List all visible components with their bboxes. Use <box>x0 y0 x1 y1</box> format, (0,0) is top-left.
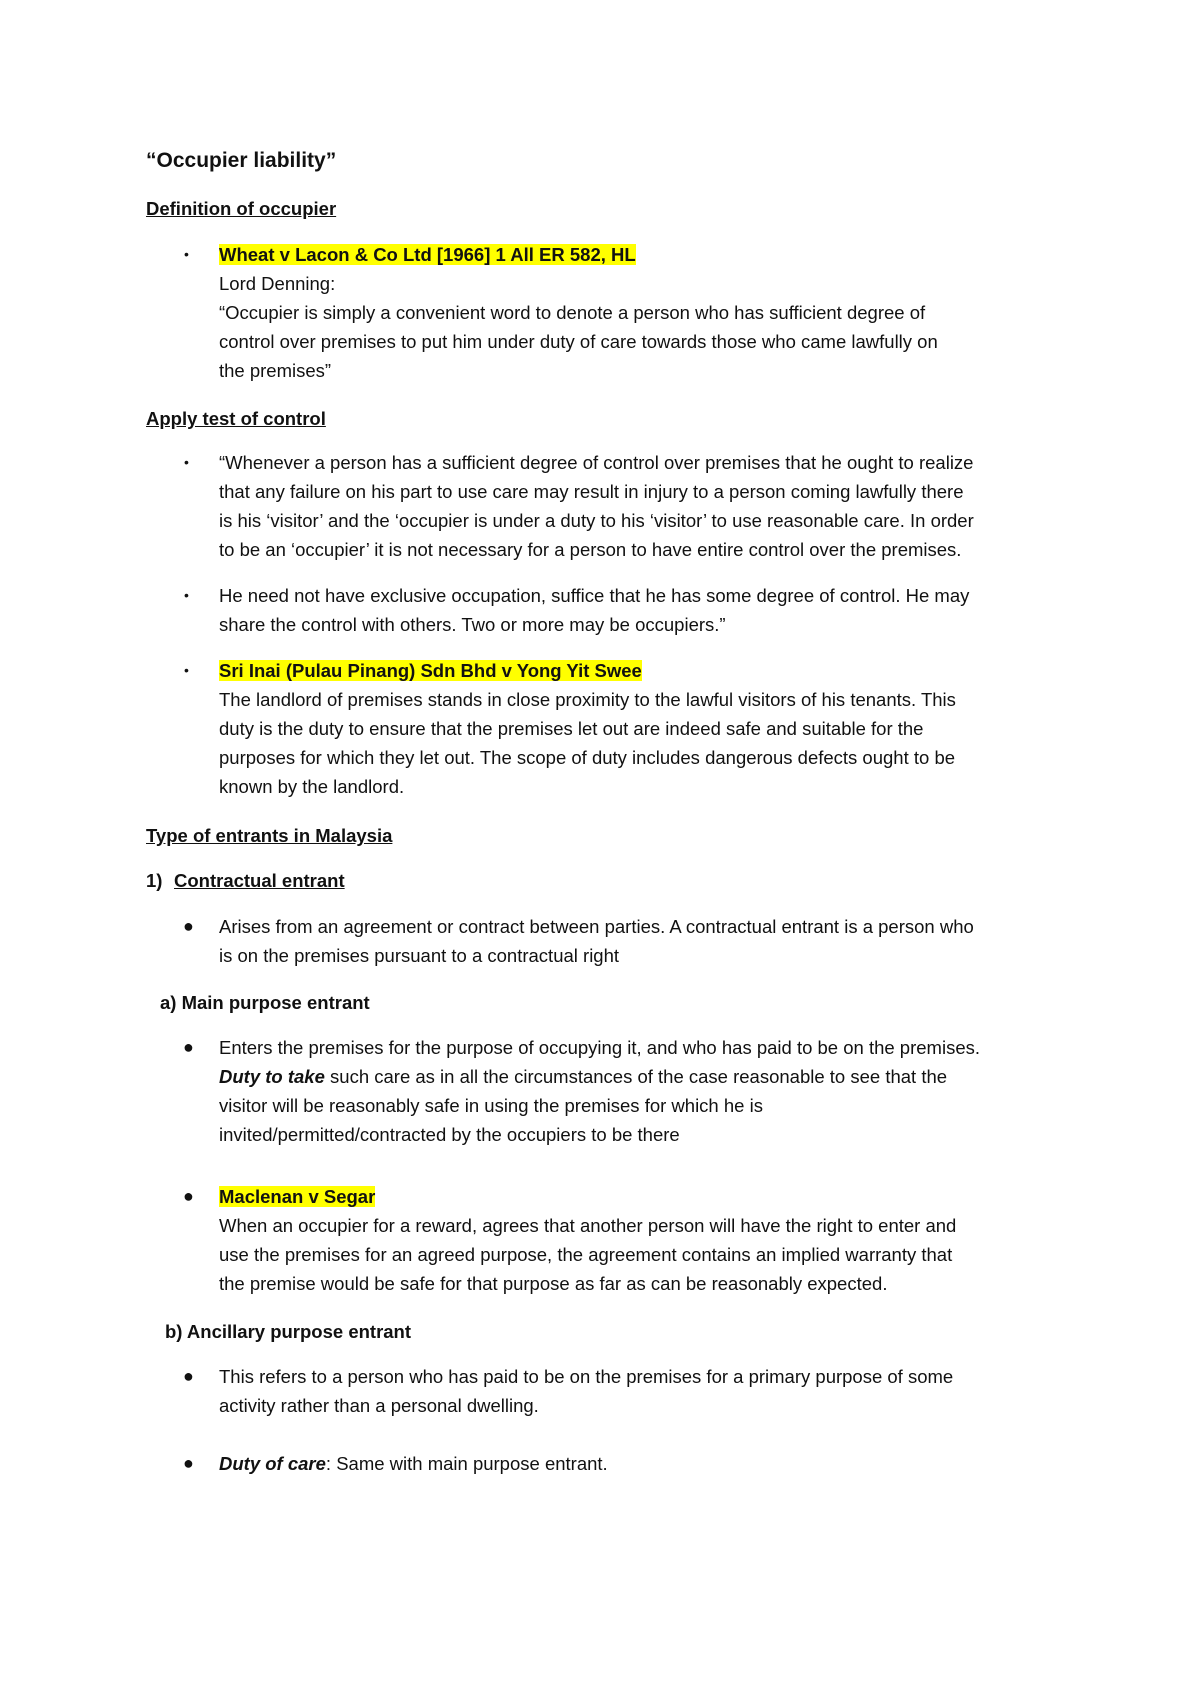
case-text-line: the premises” <box>219 360 332 381</box>
case-text-line: known by the landlord. <box>219 776 405 797</box>
body-line: This refers to a person who has paid to be on the premises for a primary purpose of some <box>219 1366 954 1387</box>
duty-to-take-label: Duty to take <box>219 1066 325 1087</box>
body-line: activity rather than a personal dwelling. <box>219 1395 539 1416</box>
body-line <box>219 1449 608 1478</box>
case-name-sri-inai: Sri Inai (Pulau Pinang) Sdn Bhd v Yong Yit Swee <box>219 660 642 681</box>
heading-apply-test: Apply test of control <box>146 408 326 429</box>
case-text-line: “Occupier is simply a convenient word to denote a person who has sufficient degree of <box>219 302 926 323</box>
bullet-icon: • <box>184 246 189 262</box>
case-name-maclenan: Maclenan v Segar <box>219 1186 376 1207</box>
duty-text: : Same with main purpose entrant. <box>325 1453 608 1474</box>
body-line <box>219 1062 947 1091</box>
bullet-icon: ● <box>183 1186 194 1206</box>
case-text-line: When an occupier for a reward, agrees that another person will have the right to enter and <box>219 1215 957 1236</box>
bullet-icon: ● <box>183 1037 194 1057</box>
heading-contractual-entrant: Contractual entrant <box>174 870 345 891</box>
case-judge: Lord Denning: <box>219 273 336 294</box>
body-line: invited/permitted/contracted by the occupiers to be there <box>219 1124 680 1145</box>
body-line: is on the premises pursuant to a contractual right <box>219 945 620 966</box>
duty-text: such care as in all the circumstances of the case reasonable to see that the <box>324 1066 948 1087</box>
duty-of-care-label: Duty of care <box>219 1453 326 1474</box>
case-text-line: duty is the duty to ensure that the premises let out are indeed safe and suitable for the <box>219 718 924 739</box>
case-text-line: the premise would be safe for that purpose as far as can be reasonably expected. <box>219 1273 888 1294</box>
doc-title: “Occupier liability” <box>146 149 337 172</box>
quote-line: is his ‘visitor’ and the ‘occupier is under a duty to his ‘visitor’ to use reasonable care. In order <box>219 510 974 531</box>
bullet-icon: • <box>184 662 189 678</box>
case-text-line: purposes for which they let out. The scope of duty includes dangerous defects ought to be <box>219 747 956 768</box>
heading-entrant-types: Type of entrants in Malaysia <box>146 825 393 846</box>
heading-main-purpose: a) Main purpose entrant <box>160 992 370 1013</box>
bullet-icon: • <box>184 454 189 470</box>
bullet-icon: • <box>184 587 189 603</box>
body-line: Arises from an agreement or contract between parties. A contractual entrant is a person who <box>219 916 974 937</box>
case-text-line: use the premises for an agreed purpose, the agreement contains an implied warranty that <box>219 1244 953 1265</box>
quote-line: share the control with others. Two or more may be occupiers.” <box>219 614 726 635</box>
case-text-line: The landlord of premises stands in close proximity to the lawful visitors of his tenants. This <box>219 689 956 710</box>
quote-line: to be an ‘occupier’ it is not necessary for a person to have entire control over the premises. <box>219 539 962 560</box>
case-name-wheat: Wheat v Lacon & Co Ltd [1966] 1 All ER 582, HL <box>219 244 636 265</box>
bullet-icon: ● <box>183 1366 194 1386</box>
bullet-icon: ● <box>183 1453 194 1473</box>
heading-definition: Definition of occupier <box>146 198 337 219</box>
body-line: Enters the premises for the purpose of occupying it, and who has paid to be on the premises. <box>219 1037 980 1058</box>
section-number: 1) <box>146 870 163 891</box>
quote-line: that any failure on his part to use care may result in injury to a person coming lawfully there <box>219 481 964 502</box>
quote-line: He need not have exclusive occupation, suffice that he has some degree of control. He may <box>219 585 970 606</box>
body-line: visitor will be reasonably safe in using the premises for which he is <box>219 1095 763 1116</box>
quote-line: “Whenever a person has a sufficient degree of control over premises that he ought to realize <box>219 452 974 473</box>
case-text-line: control over premises to put him under duty of care towards those who came lawfully on <box>219 331 938 352</box>
heading-ancillary-purpose: b) Ancillary purpose entrant <box>165 1321 412 1342</box>
bullet-icon: ● <box>183 916 194 936</box>
